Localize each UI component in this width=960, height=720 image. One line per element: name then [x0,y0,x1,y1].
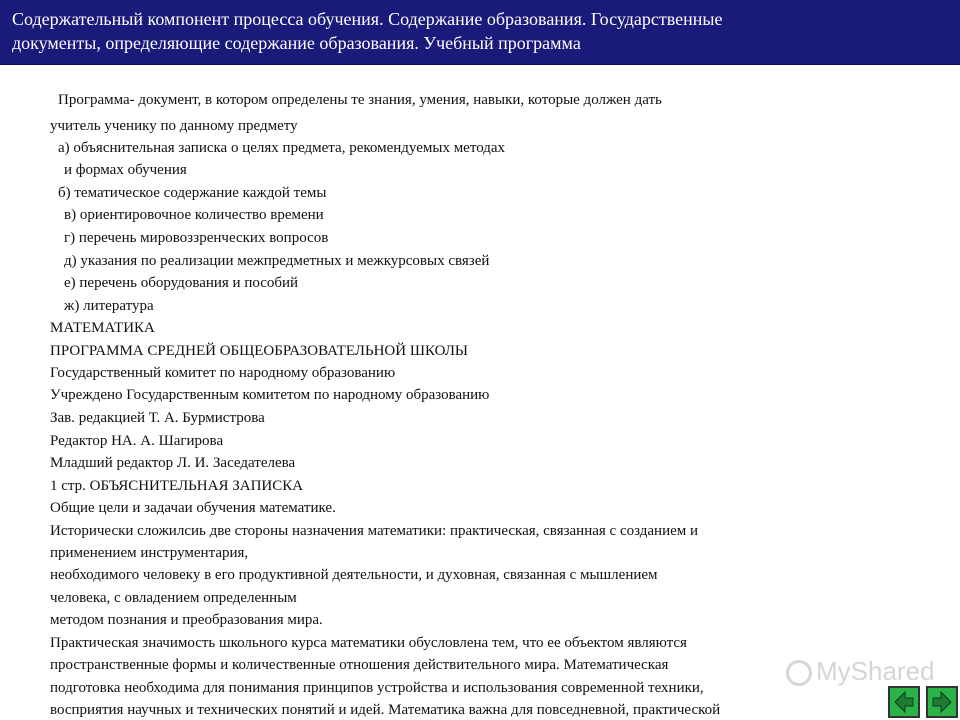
paragraph-line: человека, с овладением определенным [50,590,297,606]
title-banner [0,0,960,65]
list-item: в) ориентировочное количество времени [64,207,324,223]
list-item: е) перечень оборудования и пособий [64,275,299,291]
paragraph-line: восприятия научных и технических понятий и идей. Математика важна для повседневной, практической [50,702,721,718]
watermark-icon [786,660,812,686]
watermark-text: MyShared [816,656,935,686]
paragraph-line: Программа- документ, в котором определены те знания, умения, навыки, которые должен дать [58,92,662,108]
paragraph-line: учитель ученику по данному предмету [50,118,298,134]
list-item: г) перечень мировоззренческих вопросов [64,230,329,246]
arrow-right-icon [928,688,956,716]
publisher-line: Учреждено Государственным комитетом по народному образованию [50,387,490,403]
section-heading: 1 стр. ОБЪЯСНИТЕЛЬНАЯ ЗАПИСКА [50,478,304,494]
paragraph-line: Исторически сложилсиь две стороны назначения математики: практическая, связанная с созданием и [50,523,699,539]
program-heading: ПРОГРАММА СРЕДНЕЙ ОБЩЕОБРАЗОВАТЕЛЬНОЙ ШКОЛЫ [50,343,468,359]
publisher-line: Государственный комитет по народному образованию [50,365,396,381]
paragraph-line: подготовка необходима для понимания принципов устройства и использования современной техники, [50,680,704,696]
paragraph-line: Практическая значимость школьного курса математики обусловлена тем, что ее объектом являются [50,635,687,651]
paragraph-line: необходимого человеку в его продуктивной деятельности, и духовная, связанная с мышлением [50,567,658,583]
paragraph-line: методом познания и преобразования мира. [50,612,323,628]
slide-title-line-1: Содержательный компонент процесса обучения. Содержание образования. Государственные [12,9,723,29]
previous-slide-button[interactable] [888,686,920,718]
paragraph-line: пространственные формы и количественные отношения действительного мира. Математическая [50,657,669,673]
list-item: а) объяснительная записка о целях предмета, рекомендуемых методах [58,140,506,156]
paragraph-line: применением инструментария, [50,545,249,561]
editor-line: Зав. редакцией Т. А. Бурмистрова [50,410,265,426]
list-item: ж) литература [64,298,154,314]
editor-line: Редактор НА. А. Шагирова [50,433,224,449]
paragraph-line: Общие цели и задачаи обучения математике. [50,500,336,516]
list-item: д) указания по реализации межпредметных и межкурсовых связей [64,253,490,269]
list-item: б) тематическое содержание каждой темы [58,185,327,201]
editor-line: Младший редактор Л. И. Заседателева [50,455,296,471]
arrow-left-icon [890,688,918,716]
list-item-continuation: и формах обучения [64,162,187,178]
subject-heading: МАТЕМАТИКА [50,320,155,336]
slide-title-line-2: документы, определяющие содержание образования. Учебный программа [12,33,581,53]
next-slide-button[interactable] [926,686,958,718]
slide-title [12,7,942,55]
